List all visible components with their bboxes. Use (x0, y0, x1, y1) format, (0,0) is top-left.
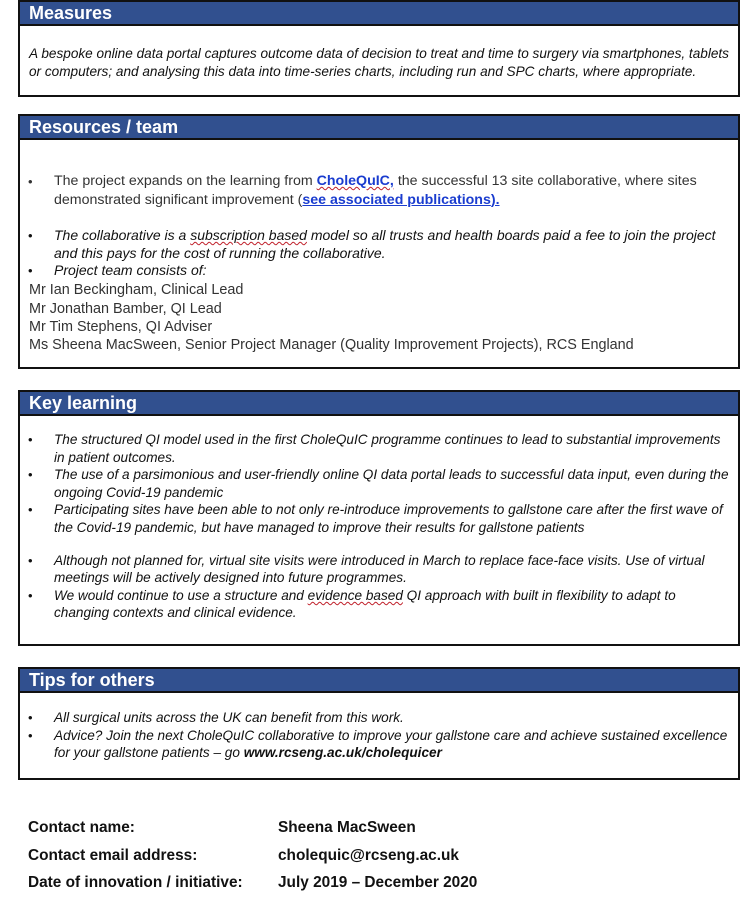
resources-bullet-2-text: The collaborative is a (54, 226, 191, 243)
tips-heading: Tips for others (20, 669, 738, 693)
learning-bullet: • The structured QI model used in the first CholeQuIC programme continues to lead to substantial improvements in patient outcomes. (20, 431, 734, 466)
evidence-based-text: evidence based (307, 587, 403, 603)
date-value: July 2019 – December 2020 (278, 874, 478, 891)
learning-bullet-5-text-b: QI approach with built in flexibility to adapt to changing contexts and clinical evidence. (54, 587, 676, 621)
associated-publications-link[interactable]: see associated publications (302, 192, 491, 209)
resources-bullet-1-text-b: the successful 13 site collaborative, where sites demonstrated significant improvement ( (54, 173, 697, 209)
measures-heading: Measures (20, 2, 738, 26)
resources-section (18, 114, 740, 369)
measures-section (18, 0, 740, 97)
key-learning-heading: Key learning (20, 392, 738, 416)
contact-name-value: Sheena MacSween (278, 819, 416, 836)
learning-bullet: • The use of a parsimonious and user-friendly online QI data portal leads to successful data input, even during the ongoing Covid-19 pandemic (20, 466, 734, 501)
contact-email-value[interactable]: cholequic@rcseng.ac.uk (278, 847, 459, 864)
learning-bullet: • Although not planned for, virtual site visits were introduced in March to replace face-face visits. Use of virtual meetings will be actively designed into future programmes. (20, 552, 734, 587)
team-member: Mr Jonathan Bamber, QI Lead (29, 300, 222, 317)
learning-bullet: • Participating sites have been able to not only re-introduce improvements to gallstone care after the first wave of the Covid-19 pandemic, but have managed to improve their results for gallstone patients (20, 501, 734, 536)
website-url[interactable]: www.rcseng.ac.uk/cholequicer (243, 745, 442, 761)
learning-bullet (20, 587, 734, 622)
team-member: Mr Ian Beckingham, Clinical Lead (29, 282, 244, 299)
contact-name-label: Contact name: (28, 819, 135, 836)
measures-body: A bespoke online data portal captures outcome data of decision to treat and time to surgery via smartphones, tablets or computers; and analysing this data into time-series charts, including run and SPC charts, where appropriate. (29, 46, 729, 79)
resources-bullet-2 (20, 227, 738, 263)
tips-bullet (20, 727, 732, 762)
cholequic-link[interactable]: CholeQuIC, (316, 173, 394, 189)
tips-bullet-2-text: Advice? Join the next CholeQuIC collaborative to improve your gallstone care and achieve sustained excellence for your gallstone patients – go (54, 727, 728, 761)
team-member: Ms Sheena MacSween, Senior Project Manager (Quality Improvement Projects), RCS England (29, 337, 634, 354)
subscription-based-text: subscription based (190, 226, 307, 243)
team-member: Mr Tim Stephens, QI Adviser (29, 319, 213, 336)
tips-section (18, 667, 740, 780)
contact-email-label: Contact email address: (28, 847, 198, 864)
learning-bullet-5-text: We would continue to use a structure and (54, 587, 308, 603)
associated-publications-link-close[interactable]: ). (490, 192, 500, 209)
resources-bullet-1-text: The project expands on the learning from (54, 173, 317, 189)
resources-heading: Resources / team (20, 116, 738, 140)
resources-bullet-1 (20, 172, 738, 211)
key-learning-section (18, 390, 740, 646)
resources-bullet-3: • Project team consists of: (20, 262, 738, 280)
tips-bullet: • All surgical units across the UK can benefit from this work. (20, 709, 732, 727)
date-label: Date of innovation / initiative: (28, 874, 243, 891)
resources-bullet-2-text-b: model so all trusts and health boards paid a fee to join the project and this pays for the cost of running the collaborative. (54, 226, 716, 261)
